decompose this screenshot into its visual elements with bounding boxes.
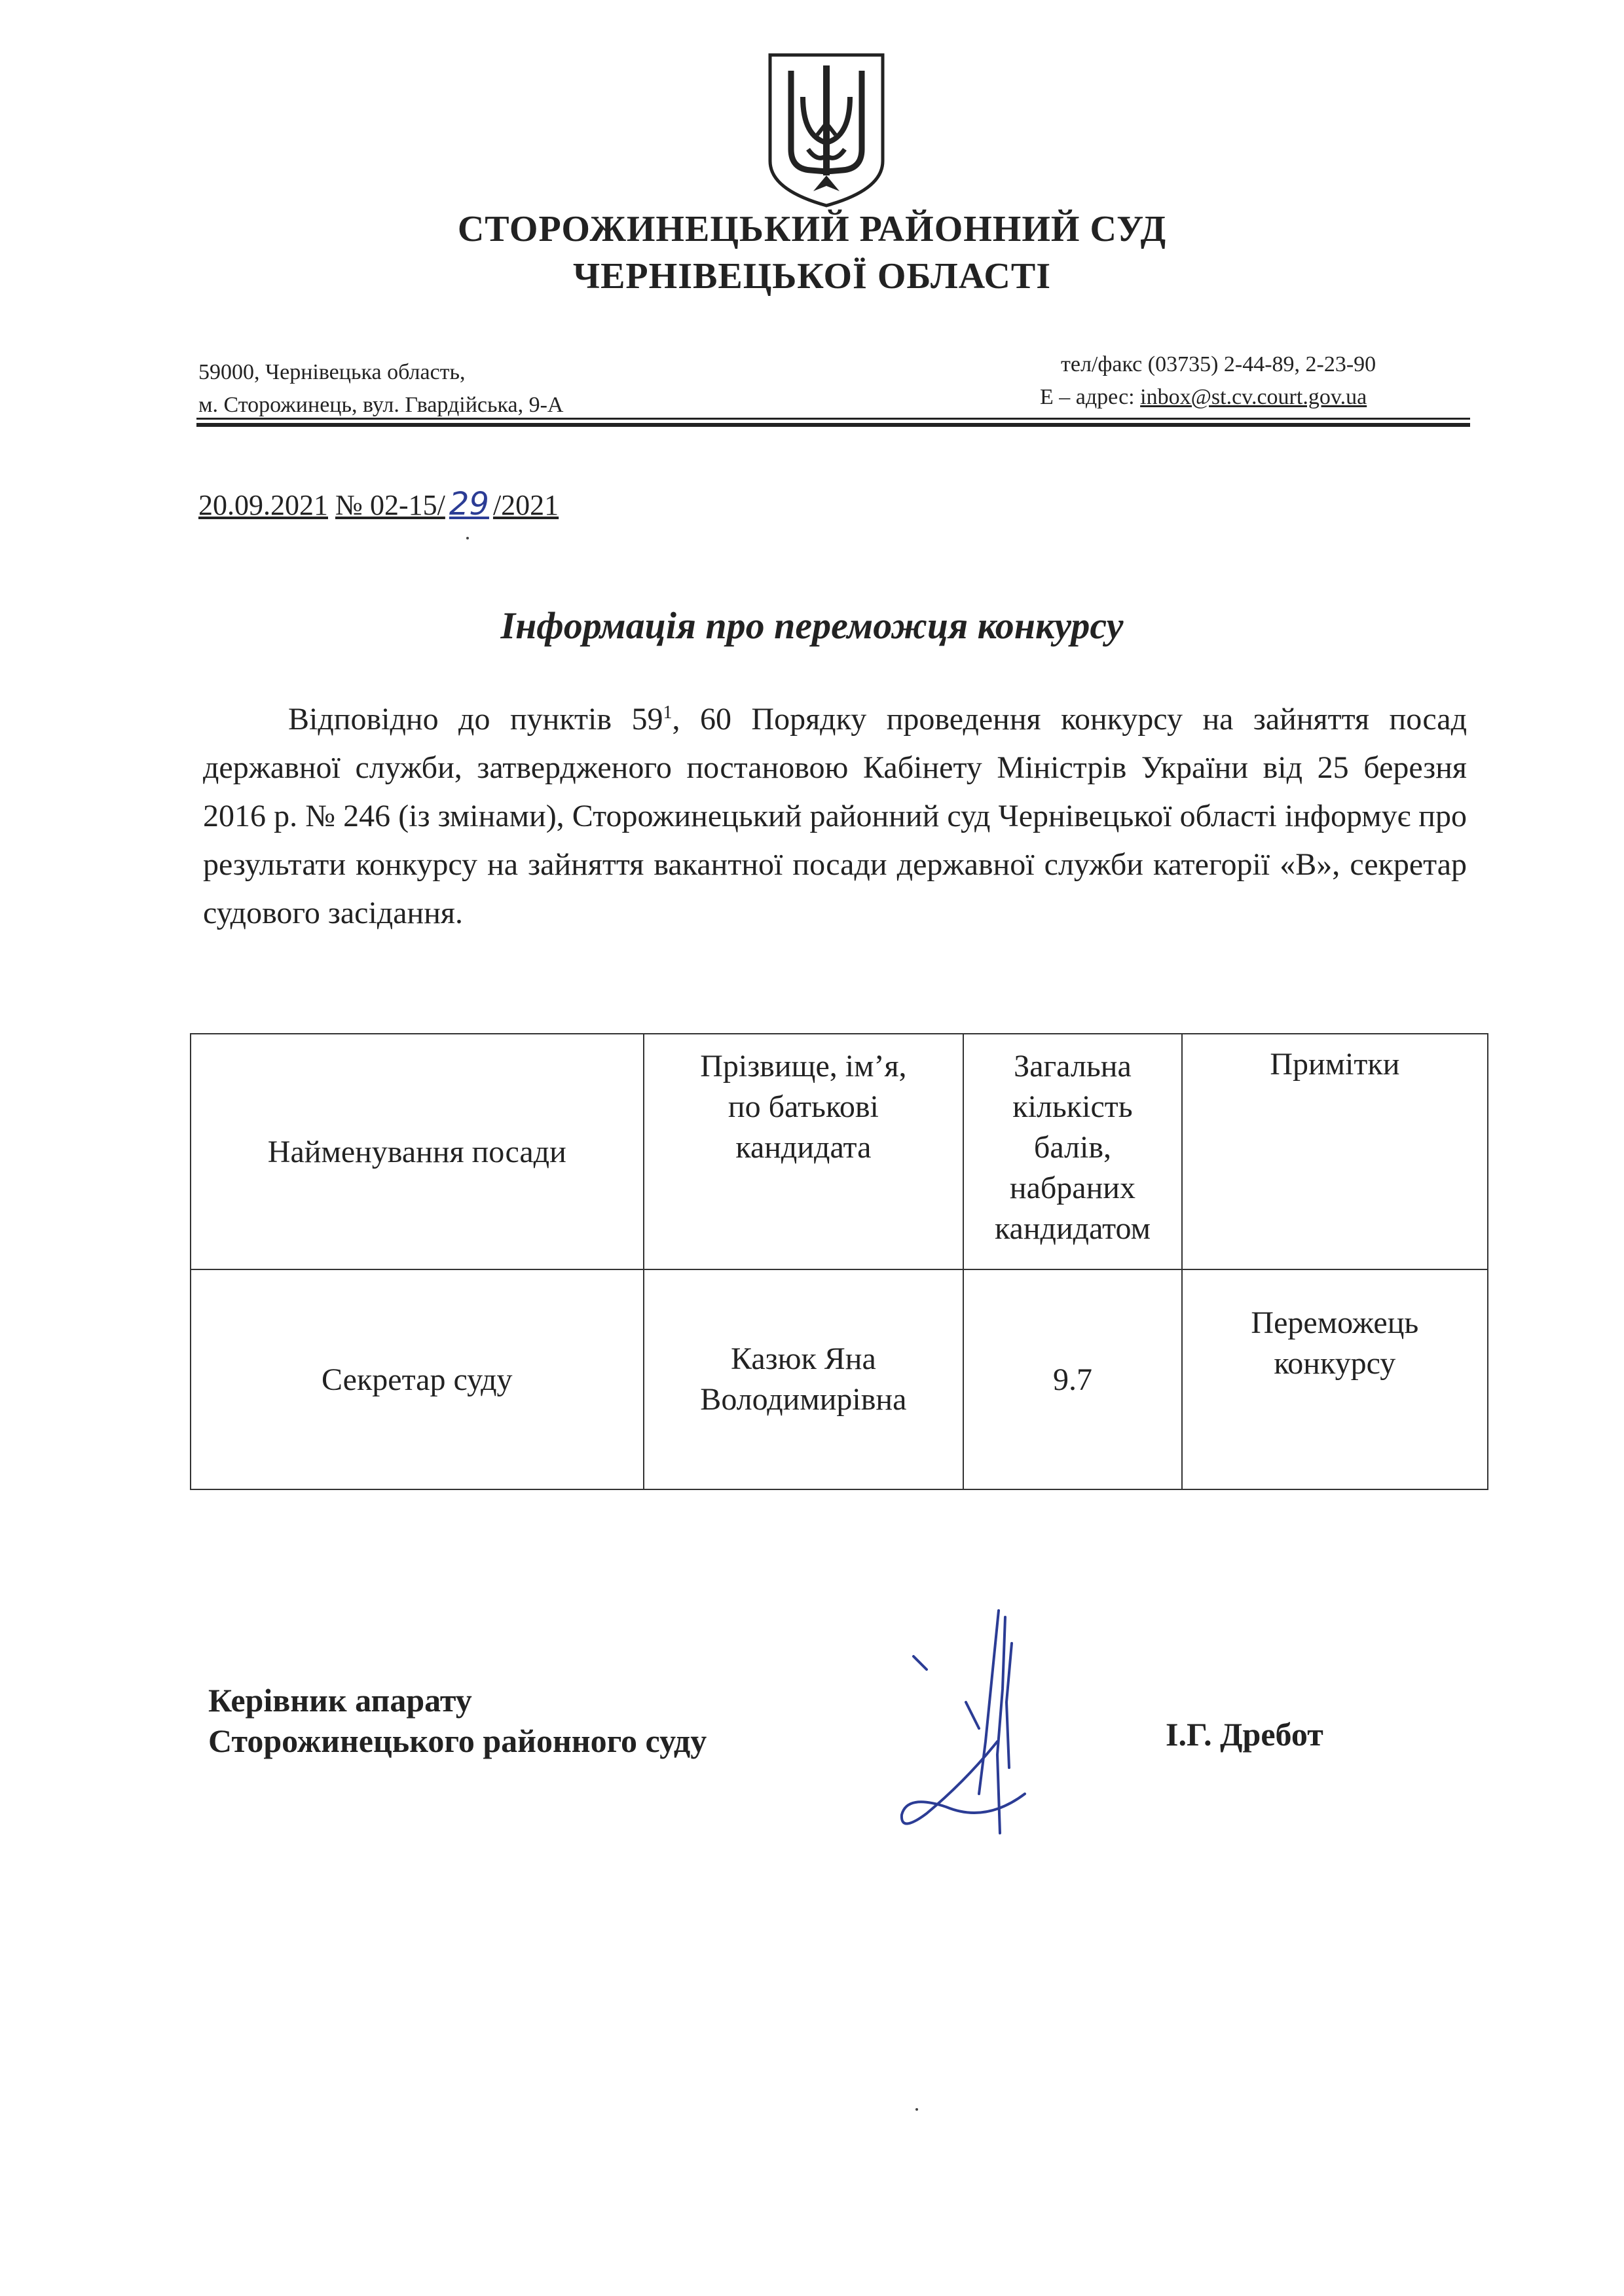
court-name-line1: СТОРОЖИНЕЦЬКИЙ РАЙОННИЙ СУД <box>457 209 1167 249</box>
reference-date: 20.09.2021 <box>198 489 328 521</box>
cell-notes <box>1182 1269 1488 1489</box>
stray-mark <box>915 2108 918 2111</box>
header-score-line5: кандидатом <box>994 1211 1151 1246</box>
body-paragraph <box>203 689 1467 938</box>
header-rule-thick <box>196 423 1470 427</box>
cell-name-line1: Казюк Яна <box>730 1341 876 1376</box>
header-name-line1: Прізвище, ім’я, <box>700 1049 907 1084</box>
header-name-line2: по батькові <box>728 1089 879 1124</box>
cell-score <box>963 1269 1182 1489</box>
address-line2: м. Сторожинець, вул. Гвардійська, 9-А <box>198 393 564 417</box>
address-line1: 59000, Чернівецька область, <box>198 360 466 384</box>
results-table <box>190 1033 1488 1490</box>
header-notes-text: Примітки <box>1270 1047 1400 1082</box>
cell-candidate-name <box>644 1269 964 1489</box>
table-header-row <box>191 1034 1488 1269</box>
header-score <box>963 1034 1182 1269</box>
stray-mark <box>466 537 469 539</box>
phone-fax-line: тел/факс (03735) 2-44-89, 2-23-90 <box>1061 352 1376 376</box>
cell-position-text: Секретар суду <box>322 1362 513 1397</box>
document-heading: Інформація про переможця конкурсу <box>500 604 1124 647</box>
reference-line <box>198 486 559 522</box>
cell-notes-line2: конкурсу <box>1274 1346 1396 1381</box>
signatory-name: І.Г. Дребот <box>1166 1716 1323 1753</box>
header-score-line2: кількість <box>1012 1089 1133 1124</box>
handwritten-signature <box>887 1597 1058 1859</box>
header-position-text: Найменування посади <box>267 1134 566 1169</box>
signatory-title-line2: Сторожинецького районного суду <box>208 1722 707 1759</box>
header-notes <box>1182 1034 1488 1269</box>
court-name-line2: ЧЕРНІВЕЦЬКОЇ ОБЛАСТІ <box>572 256 1051 297</box>
cell-notes-line1: Переможець <box>1251 1305 1419 1340</box>
header-rule-thin <box>196 418 1470 420</box>
header-position <box>191 1034 644 1269</box>
cell-score-text: 9.7 <box>1052 1362 1092 1397</box>
header-name-line3: кандидата <box>735 1130 872 1165</box>
cell-name-line2: Володимирівна <box>700 1382 907 1417</box>
email-line <box>1040 385 1367 410</box>
header-score-line3: балів, <box>1033 1130 1111 1165</box>
email-label: E – адрес: <box>1040 385 1135 409</box>
signatory-title-line1: Керівник апарату <box>208 1682 472 1719</box>
reference-handwritten-number: 29 <box>449 486 489 522</box>
cell-position <box>191 1269 644 1489</box>
table-row <box>191 1269 1488 1489</box>
coat-of-arms-emblem <box>765 51 888 208</box>
header-score-line4: набраних <box>1009 1171 1135 1205</box>
body-superscript: 1 <box>663 702 673 723</box>
reference-year: /2021 <box>492 489 559 521</box>
body-text-rest: , 60 Порядку проведення конкурсу на зайняття посад державної служби, затвердженого постановою Кабінету Міністрів України від 25 березня 2016 р. № 246 (із змінами), Сторожинецький районний суд Чернівецької області інформує про результати конкурсу на зайняття вакантної посади державної служби категорії «В», секретар судового засідання. <box>203 702 1467 930</box>
email-address: inbox@st.cv.court.gov.ua <box>1140 385 1367 409</box>
reference-number-prefix: № 02-15/ <box>335 489 445 521</box>
body-text-start: Відповідно до пунктів 59 <box>288 702 663 737</box>
header-candidate-name <box>644 1034 964 1269</box>
header-score-line1: Загальна <box>1014 1049 1132 1084</box>
